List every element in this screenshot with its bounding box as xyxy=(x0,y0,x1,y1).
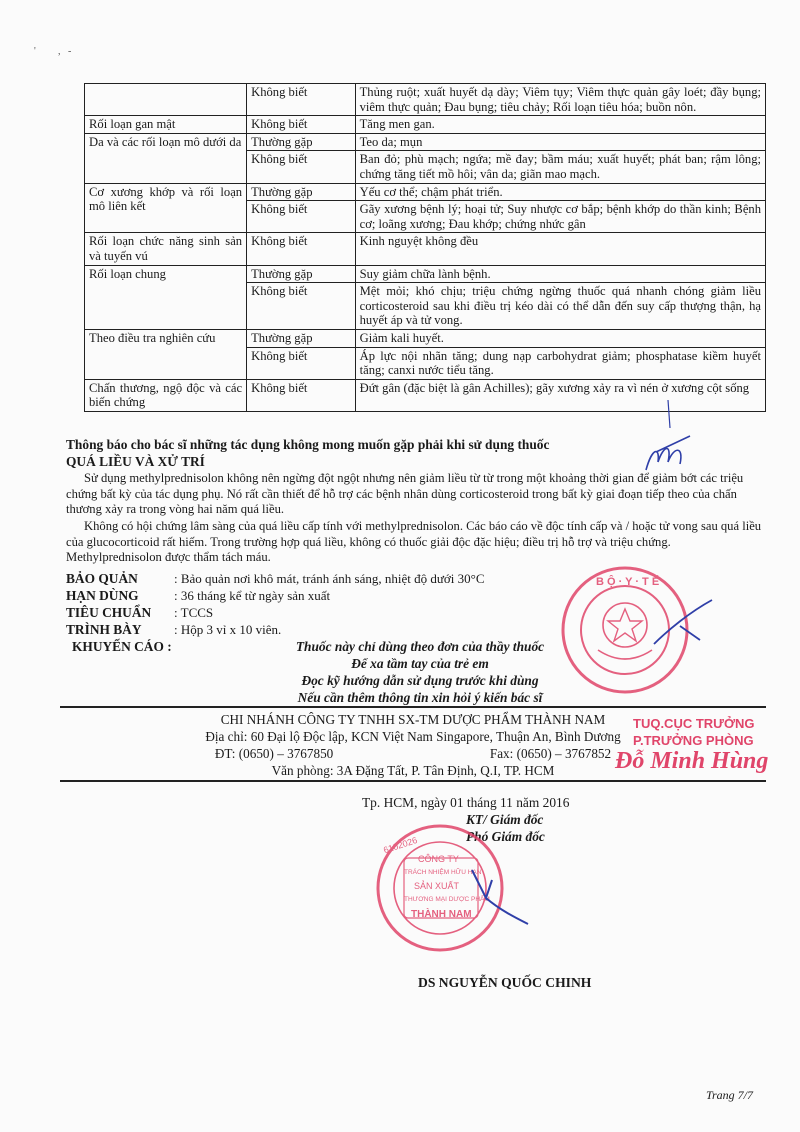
frequency-cell: Không biết xyxy=(247,201,356,233)
effect-cell: Yếu cơ thể; chậm phát triển. xyxy=(355,183,765,201)
standard-label: TIÊU CHUẨN xyxy=(66,605,152,620)
page-number: Trang 7/7 xyxy=(706,1088,754,1102)
package-value: : Hộp 3 vỉ x 10 viên. xyxy=(174,622,282,637)
organ-cell: Rối loạn gan mật xyxy=(85,116,247,134)
effect-cell: Áp lực nội nhãn tăng; dung nạp carbohydrat giảm; phosphatase kiềm huyết tăng; canxi nước tiểu tăng. xyxy=(355,347,765,379)
frequency-cell: Không biết xyxy=(247,379,356,411)
company-seal-icon xyxy=(378,826,502,950)
frequency-cell: Không biết xyxy=(247,116,356,134)
effect-cell: Tăng men gan. xyxy=(355,116,765,134)
frequency-cell: Không biết xyxy=(247,283,356,330)
signer-subtitle: Phó Giám đốc xyxy=(466,829,545,844)
organ-cell: Rối loạn chung xyxy=(85,265,247,329)
sign-date: Tp. HCM, ngày 01 tháng 11 năm 2016 xyxy=(362,795,570,810)
signer-title: KT/ Giám đốc xyxy=(466,812,544,827)
effect-cell: Gãy xương bệnh lý; hoại tử; Suy nhược cơ bắp; bệnh khớp do thần kinh; Bệnh cơ; loãng xương; Đau khớp; chứng nhức gân xyxy=(355,201,765,233)
effect-cell: Giảm kali huyết. xyxy=(355,329,765,347)
svg-text:B Ộ · Y · T Ế: B Ộ · Y · T Ế xyxy=(596,576,660,588)
overdose-paragraph: Sử dụng methylprednisolon không nên ngừng đột ngột nhưng nên giảm liều từ từ trong một khoảng thời gian để giảm bớt các triệu chứng bất kỳ của tác dụng phụ. Nó rất cần thiết để hỗ trợ các bệnh nhân dùng corticosteroid trong bất kỳ giai đoạn tiếp theo của chấn thương xảy ra trong vòng hai năm quá liều. xyxy=(66,471,744,517)
warnings-label: KHUYẾN CÁO : xyxy=(72,639,172,654)
effect-cell: Ban đỏ; phù mạch; ngứa; mề đay; bầm máu; xuất huyết; phát ban; rậm lông; chứng tăng tiết mồ hôi; vân da; giãn mao mạch. xyxy=(355,151,765,183)
approval-title: TUQ.CỤC TRƯỞNG xyxy=(633,716,755,731)
package-label: TRÌNH BÀY xyxy=(66,622,142,637)
expiry-value: : 36 tháng kể từ ngày sản xuất xyxy=(174,588,331,603)
adverse-effect-notice: Thông báo cho bác sĩ những tác dụng không mong muốn gặp phải khi sử dụng thuốc xyxy=(66,437,550,452)
frequency-cell: Thường gặp xyxy=(247,329,356,347)
frequency-cell: Không biết xyxy=(247,347,356,379)
svg-text:THƯƠNG MẠI DƯỢC PHẨM: THƯƠNG MẠI DƯỢC PHẨM xyxy=(404,896,490,903)
svg-text:6102026: 6102026 xyxy=(382,834,419,856)
effect-cell: Teo da; mụn xyxy=(355,133,765,151)
svg-text:TRÁCH NHIỆM HỮU HẠN: TRÁCH NHIỆM HỮU HẠN xyxy=(404,869,482,876)
effect-cell: Suy giảm chữa lành bệnh. xyxy=(355,265,765,283)
company-fax: Fax: (0650) – 3767852 xyxy=(489,746,612,761)
frequency-cell: Không biết xyxy=(247,151,356,183)
expiry-label: HẠN DÙNG xyxy=(66,588,139,603)
approval-signature-name: Đỗ Minh Hùng xyxy=(615,748,769,774)
organ-cell: Chấn thương, ngộ độc và các biến chứng xyxy=(85,379,247,411)
organ-cell: Cơ xương khớp và rối loạn mô liên kết xyxy=(85,183,247,233)
scan-speck: , xyxy=(58,46,61,57)
strike-mark-icon xyxy=(668,400,670,428)
organ-cell: Theo điều tra nghiên cứu xyxy=(85,329,247,379)
frequency-cell: Không biết xyxy=(247,233,356,265)
effect-cell: Kinh nguyệt không đều xyxy=(355,233,765,265)
scan-speck: - xyxy=(68,46,72,57)
organ-cell: Rối loạn chức năng sinh sản và tuyến vú xyxy=(85,233,247,265)
overdose-paragraph: Không có hội chứng lâm sàng của quá liều cấp tính với methylprednisolon. Các báo cáo về độc tính cấp và / hoặc tử vong sau quá liều của glucocorticoid rất hiếm. Trong trường hợp quá liều, không có thuốc giải độc đặc hiệu; điều trị hỗ trợ và triệu chứng. Methylprednisolon được thẩm tách máu. xyxy=(66,519,762,565)
storage-value: : Bảo quản nơi khô mát, tránh ánh sáng, nhiệt độ dưới 30°C xyxy=(174,571,485,586)
frequency-cell: Không biết xyxy=(247,84,356,116)
company-name: CHI NHÁNH CÔNG TY TNHH SX-TM DƯỢC PHẨM THÀNH NAM xyxy=(220,712,606,727)
effect-cell: Thủng ruột; xuất huyết dạ dày; Viêm tụy; Viêm thực quản gây loét; đầy bụng; viêm thực quản; Đau bụng; tiêu chảy; Rối loạn tiêu hóa; buồn nôn. xyxy=(355,84,765,116)
frequency-cell: Thường gặp xyxy=(247,265,356,283)
storage-label: BẢO QUẢN xyxy=(66,571,138,586)
warning-line: Thuốc này chỉ dùng theo đơn của thầy thuốc xyxy=(295,639,545,654)
svg-text:THÀNH NAM: THÀNH NAM xyxy=(411,909,472,920)
approval-subtitle: P.TRƯỞNG PHÒNG xyxy=(633,733,754,748)
initial-mark-icon xyxy=(646,436,690,470)
company-office: Văn phòng: 3A Đặng Tất, P. Tân Định, Q.I, TP. HCM xyxy=(271,763,555,778)
signer-name: DS NGUYỄN QUỐC CHINH xyxy=(418,975,592,990)
scan-speck: ' xyxy=(34,46,36,57)
frequency-cell: Thường gặp xyxy=(247,133,356,151)
company-address: Địa chỉ: 60 Đại lộ Độc lập, KCN Việt Nam Singapore, Thuận An, Bình Dương xyxy=(205,729,621,744)
svg-text:CÔNG TY: CÔNG TY xyxy=(418,854,459,864)
svg-text:SẢN XUẤT: SẢN XUẤT xyxy=(414,881,460,891)
company-phone: ĐT: (0650) – 3767850 xyxy=(214,746,334,761)
warning-line: Để xa tầm tay của trẻ em xyxy=(351,656,489,671)
organ-cell: Da và các rối loạn mô dưới da xyxy=(85,133,247,183)
overdose-heading: QUÁ LIỀU VÀ XỬ TRÍ xyxy=(66,454,205,469)
warning-line: Đọc kỹ hướng dẫn sử dụng trước khi dùng xyxy=(301,673,539,688)
effect-cell: Mệt mỏi; khó chịu; triệu chứng ngừng thuốc quá nhanh chóng giảm liều corticosteroid sau khi điều trị kéo dài có thể dẫn đến suy cấp thượng thận, hạ huyết áp và tử vong. xyxy=(355,283,765,330)
standard-value: : TCCS xyxy=(174,605,214,620)
effect-cell: Đứt gân (đặc biệt là gân Achilles); gãy xương xảy ra vì nén ở xương cột sống xyxy=(355,379,765,411)
frequency-cell: Thường gặp xyxy=(247,183,356,201)
warning-line: Nếu cần thêm thông tin xin hỏi ý kiến bác sĩ xyxy=(297,690,543,705)
